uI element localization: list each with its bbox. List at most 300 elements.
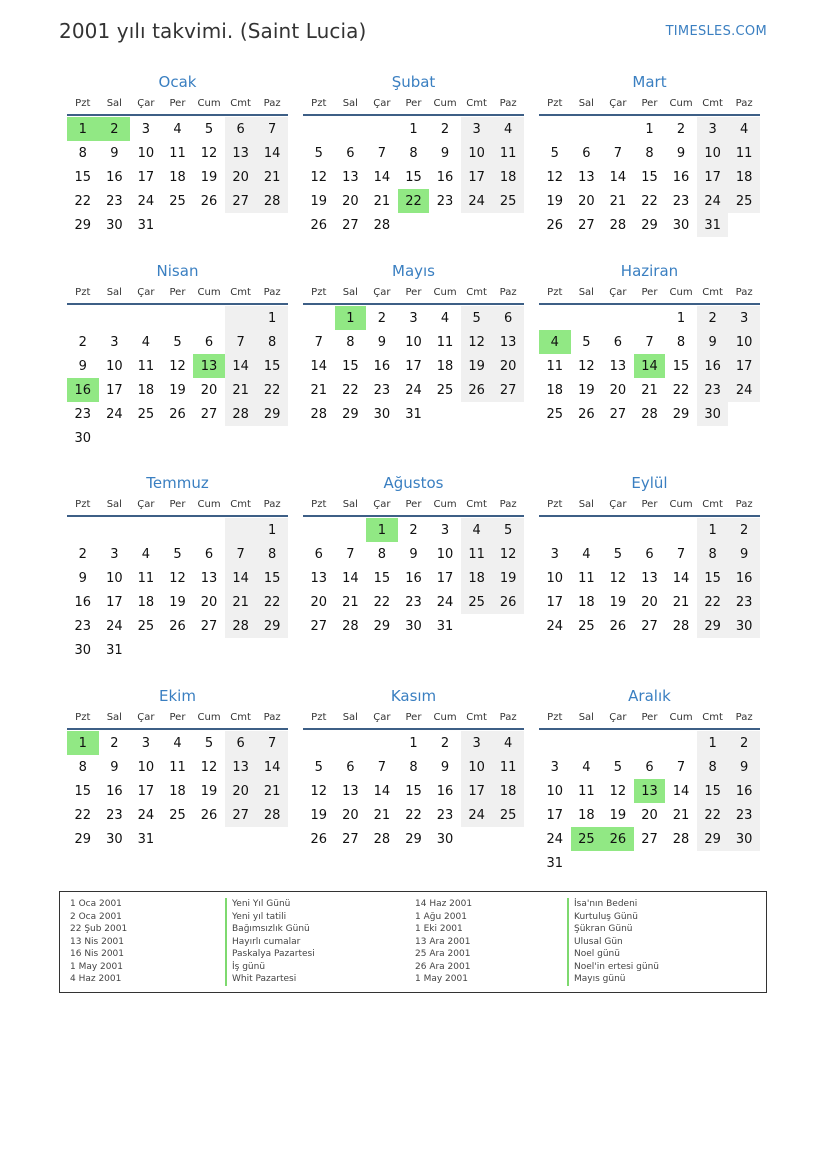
day-grid: [539, 117, 760, 237]
day-cell: 25: [546, 406, 564, 422]
day-cell: 1: [256, 306, 288, 330]
day-cell: 15: [74, 169, 92, 185]
day-cell: 28: [225, 402, 257, 426]
weekday-label: Cmt: [702, 498, 723, 510]
empty-cell: [335, 518, 367, 542]
day-cell: 29: [256, 614, 288, 638]
weekday-label: Paz: [499, 498, 517, 510]
day-cell: 14: [342, 570, 359, 586]
legend-holiday-name: Bağımsızlık Günü: [225, 923, 315, 936]
day-cell: 20: [342, 807, 359, 823]
day-cell: 10: [461, 755, 493, 779]
day-cell: 1: [409, 735, 418, 751]
legend-names-column-2: [567, 898, 659, 986]
weekday-label: Cmt: [466, 286, 487, 298]
month-calendar: [67, 473, 288, 662]
day-cell: 29: [697, 827, 729, 851]
holiday-day-cell: 13: [634, 779, 666, 803]
weekday-label: Cum: [433, 498, 457, 510]
month-calendar: [539, 686, 760, 875]
month-name: Ocak: [158, 73, 197, 91]
weekday-label: Sal: [106, 711, 122, 723]
day-cell: 5: [173, 334, 182, 350]
day-cell: 13: [225, 141, 257, 165]
weekday-label: Paz: [499, 97, 517, 109]
holiday-day-cell: 26: [602, 827, 634, 851]
day-cell: 5: [613, 546, 623, 562]
month-calendar: [303, 72, 524, 237]
day-cell: 5: [582, 334, 591, 350]
weekday-label: Pzt: [311, 286, 327, 298]
day-cell: 24: [546, 831, 564, 847]
day-cell: 22: [641, 193, 658, 209]
weekday-label: Pzt: [75, 498, 91, 510]
empty-cell: [665, 518, 697, 542]
day-cell: 8: [409, 145, 418, 161]
day-cell: 26: [310, 217, 328, 233]
day-cell: 15: [74, 783, 92, 799]
day-cell: 17: [461, 165, 493, 189]
weekday-label: Pzt: [75, 711, 91, 723]
day-cell: 15: [373, 570, 391, 586]
day-cell: 15: [672, 358, 690, 374]
month-calendar: [67, 72, 288, 237]
weekday-label: Paz: [263, 286, 281, 298]
weekday-label: Çar: [609, 711, 627, 723]
day-cell: 24: [405, 382, 422, 398]
weekday-label: Per: [641, 286, 658, 298]
day-cell: 29: [641, 217, 658, 233]
day-cell: 21: [225, 590, 257, 614]
weekday-label: Cmt: [702, 97, 723, 109]
day-cell: 11: [169, 759, 186, 775]
empty-cell: [162, 638, 194, 662]
weekday-label: Çar: [609, 286, 627, 298]
day-cell: 13: [342, 169, 359, 185]
day-grid: [539, 518, 760, 638]
legend-date: 1 May 2001: [70, 961, 123, 972]
day-cell: 29: [74, 831, 92, 847]
weekday-label: Çar: [373, 711, 391, 723]
weekday-label: Per: [169, 711, 186, 723]
day-cell: 8: [346, 334, 355, 350]
month-name: Haziran: [620, 262, 679, 280]
day-cell: 27: [225, 803, 257, 827]
day-cell: 29: [342, 406, 359, 422]
empty-cell: [461, 213, 493, 237]
day-cell: 10: [106, 358, 123, 374]
day-cell: 27: [342, 831, 359, 847]
day-cell: 17: [697, 165, 729, 189]
day-cell: 23: [436, 807, 454, 823]
day-cell: 8: [256, 542, 288, 566]
day-cell: 19: [200, 169, 218, 185]
day-cell: 12: [492, 542, 524, 566]
day-cell: 20: [641, 807, 658, 823]
empty-cell: [366, 731, 398, 755]
legend-dates-column-1: [70, 898, 127, 986]
weekday-label: Çar: [137, 97, 155, 109]
day-cell: 7: [377, 145, 387, 161]
weekday-label: Per: [169, 97, 186, 109]
day-cell: 18: [728, 165, 760, 189]
day-cell: 22: [74, 807, 92, 823]
day-cell: 4: [492, 731, 524, 755]
weekday-label: Cmt: [230, 498, 251, 510]
day-cell: 31: [137, 217, 155, 233]
day-cell: 18: [492, 165, 524, 189]
day-cell: 13: [342, 783, 359, 799]
day-cell: 31: [546, 855, 564, 871]
day-cell: 4: [728, 117, 760, 141]
day-cell: 17: [436, 570, 454, 586]
weekday-label: Per: [169, 286, 186, 298]
empty-cell: [303, 731, 335, 755]
day-cell: 3: [550, 546, 559, 562]
day-cell: 4: [582, 546, 591, 562]
day-grid: [67, 306, 288, 450]
day-cell: 6: [204, 546, 214, 562]
day-cell: 17: [546, 807, 564, 823]
empty-cell: [303, 117, 335, 141]
day-cell: 20: [310, 594, 328, 610]
weekday-label: Sal: [578, 97, 594, 109]
weekday-label: Cum: [433, 286, 457, 298]
day-cell: 10: [137, 759, 155, 775]
empty-cell: [225, 638, 257, 662]
month-name: Temmuz: [146, 474, 209, 492]
day-cell: 31: [106, 642, 123, 658]
day-cell: 9: [728, 755, 760, 779]
day-cell: 24: [137, 807, 155, 823]
day-cell: 28: [672, 618, 690, 634]
day-cell: 19: [578, 382, 595, 398]
empty-cell: [634, 306, 666, 330]
day-cell: 9: [78, 358, 87, 374]
day-cell: 6: [346, 759, 355, 775]
empty-cell: [539, 518, 571, 542]
empty-cell: [429, 402, 461, 426]
empty-cell: [335, 117, 367, 141]
weekday-label: Cum: [197, 711, 221, 723]
day-cell: 14: [373, 169, 391, 185]
day-cell: 4: [440, 310, 450, 326]
month-calendar: [539, 473, 760, 638]
weekday-label: Sal: [106, 97, 122, 109]
day-cell: 12: [310, 169, 328, 185]
weekday-label: Cum: [669, 498, 693, 510]
day-grid: [67, 518, 288, 662]
day-cell: 9: [697, 330, 729, 354]
day-cell: 30: [373, 406, 391, 422]
day-cell: 14: [672, 570, 690, 586]
legend-date: 14 Haz 2001: [415, 899, 473, 909]
day-cell: 21: [672, 807, 690, 823]
day-cell: 18: [137, 594, 155, 610]
day-cell: 22: [256, 378, 288, 402]
day-cell: 16: [106, 783, 123, 799]
day-cell: 13: [200, 570, 218, 586]
weekday-label: Per: [641, 498, 658, 510]
day-cell: 9: [110, 759, 119, 775]
legend-holiday-name: Hayırlı cumalar: [225, 936, 315, 949]
day-cell: 16: [672, 169, 690, 185]
weekday-header: [67, 92, 288, 116]
legend-date: 25 Ara 2001: [415, 949, 471, 959]
day-cell: 17: [137, 169, 155, 185]
empty-cell: [602, 518, 634, 542]
empty-cell: [162, 306, 194, 330]
day-cell: 7: [256, 117, 288, 141]
weekday-label: Cmt: [466, 97, 487, 109]
holiday-day-cell: 1: [335, 306, 367, 330]
day-cell: 19: [609, 594, 627, 610]
weekday-label: Çar: [137, 286, 155, 298]
day-cell: 3: [461, 117, 493, 141]
weekday-label: Pzt: [311, 711, 327, 723]
day-cell: 24: [461, 189, 493, 213]
legend-names-column-1: [225, 898, 315, 986]
day-cell: 6: [346, 145, 355, 161]
day-cell: 16: [373, 358, 391, 374]
day-cell: 24: [461, 803, 493, 827]
weekday-label: Cum: [197, 498, 221, 510]
day-cell: 1: [645, 121, 654, 137]
day-cell: 15: [256, 354, 288, 378]
day-cell: 30: [74, 642, 92, 658]
day-cell: 13: [492, 330, 524, 354]
day-cell: 20: [225, 779, 257, 803]
empty-cell: [602, 731, 634, 755]
day-cell: 12: [200, 145, 218, 161]
day-cell: 21: [609, 193, 627, 209]
weekday-label: Çar: [609, 97, 627, 109]
day-cell: 26: [169, 406, 186, 422]
day-cell: 23: [436, 193, 454, 209]
day-cell: 29: [74, 217, 92, 233]
day-cell: 26: [169, 618, 186, 634]
empty-cell: [634, 851, 666, 875]
day-cell: 21: [672, 594, 690, 610]
day-cell: 23: [697, 378, 729, 402]
day-cell: 9: [377, 334, 387, 350]
empty-cell: [193, 306, 225, 330]
day-cell: 16: [436, 169, 454, 185]
day-cell: 12: [578, 358, 595, 374]
weekday-label: Sal: [342, 97, 358, 109]
empty-cell: [225, 426, 257, 450]
empty-cell: [130, 518, 162, 542]
day-cell: 28: [373, 217, 391, 233]
empty-cell: [665, 851, 697, 875]
weekday-label: Pzt: [311, 97, 327, 109]
day-cell: 11: [578, 570, 595, 586]
day-cell: 20: [342, 193, 359, 209]
day-cell: 17: [728, 354, 760, 378]
legend-date: 1 Eki 2001: [415, 924, 463, 934]
day-cell: 11: [137, 358, 155, 374]
day-cell: 23: [74, 406, 92, 422]
empty-cell: [602, 117, 634, 141]
legend-holiday-name: Noel'in ertesi günü: [567, 961, 659, 974]
weekday-label: Sal: [578, 498, 594, 510]
day-cell: 18: [169, 169, 186, 185]
day-cell: 19: [609, 807, 627, 823]
legend-date: 26 Ara 2001: [415, 961, 471, 972]
weekday-label: Sal: [342, 286, 358, 298]
day-cell: 4: [492, 117, 524, 141]
day-cell: 6: [314, 546, 323, 562]
day-cell: 11: [436, 334, 454, 350]
weekday-label: Sal: [342, 498, 358, 510]
day-cell: 8: [645, 145, 654, 161]
empty-cell: [492, 827, 524, 851]
day-cell: 12: [461, 330, 493, 354]
day-cell: 29: [672, 406, 690, 422]
empty-cell: [634, 518, 666, 542]
day-cell: 12: [200, 759, 218, 775]
weekday-label: Cmt: [466, 498, 487, 510]
day-cell: 20: [225, 165, 257, 189]
weekday-header: [303, 493, 524, 517]
day-cell: 22: [672, 382, 690, 398]
day-cell: 28: [641, 406, 658, 422]
day-cell: 20: [200, 382, 218, 398]
day-cell: 25: [492, 189, 524, 213]
day-cell: 20: [641, 594, 658, 610]
day-cell: 29: [697, 614, 729, 638]
day-cell: 27: [310, 618, 328, 634]
legend-date: 1 Ağu 2001: [415, 911, 467, 922]
day-cell: 3: [110, 546, 119, 562]
day-cell: 6: [225, 117, 257, 141]
day-cell: 27: [609, 406, 627, 422]
day-cell: 23: [106, 193, 123, 209]
empty-cell: [67, 306, 99, 330]
day-cell: 15: [697, 779, 729, 803]
day-cell: 27: [492, 378, 524, 402]
empty-cell: [162, 426, 194, 450]
day-cell: 7: [314, 334, 323, 350]
weekday-label: Çar: [137, 498, 155, 510]
day-cell: 16: [697, 354, 729, 378]
day-cell: 1: [409, 121, 418, 137]
day-cell: 19: [492, 566, 524, 590]
day-cell: 9: [110, 145, 119, 161]
day-cell: 27: [578, 217, 595, 233]
day-cell: 30: [74, 430, 92, 446]
legend-holiday-name: Şükran Günü: [567, 923, 659, 936]
day-cell: 30: [697, 402, 729, 426]
day-cell: 8: [697, 542, 729, 566]
day-cell: 1: [676, 310, 686, 326]
day-cell: 11: [137, 570, 155, 586]
empty-cell: [193, 213, 225, 237]
weekday-header: [539, 281, 760, 305]
empty-cell: [225, 306, 257, 330]
day-cell: 17: [461, 779, 493, 803]
day-cell: 25: [578, 618, 595, 634]
weekday-label: Paz: [735, 711, 753, 723]
day-cell: 17: [546, 594, 564, 610]
empty-cell: [335, 731, 367, 755]
day-cell: 18: [578, 594, 595, 610]
holiday-day-cell: 2: [99, 117, 131, 141]
day-cell: 12: [546, 169, 564, 185]
day-cell: 20: [609, 382, 627, 398]
day-cell: 1: [697, 731, 729, 755]
legend-holiday-name: Kurtuluş Günü: [567, 911, 659, 924]
day-cell: 6: [225, 731, 257, 755]
day-cell: 27: [342, 217, 359, 233]
empty-cell: [193, 827, 225, 851]
day-cell: 9: [78, 570, 87, 586]
holiday-day-cell: 25: [571, 827, 603, 851]
empty-cell: [130, 426, 162, 450]
day-cell: 8: [676, 334, 686, 350]
empty-cell: [99, 426, 131, 450]
brand-link[interactable]: TIMESLES.COM: [665, 24, 767, 39]
day-cell: 2: [409, 522, 418, 538]
weekday-label: Pzt: [547, 97, 563, 109]
day-cell: 30: [672, 217, 690, 233]
day-cell: 14: [672, 783, 690, 799]
day-cell: 7: [676, 759, 686, 775]
weekday-label: Cmt: [466, 711, 487, 723]
weekday-label: Cum: [433, 711, 457, 723]
day-cell: 27: [641, 831, 658, 847]
day-cell: 10: [436, 546, 454, 562]
day-cell: 12: [609, 783, 627, 799]
weekday-label: Cmt: [230, 97, 251, 109]
day-cell: 21: [310, 382, 328, 398]
month-calendar: [303, 261, 524, 426]
day-cell: 16: [106, 169, 123, 185]
weekday-label: Cum: [433, 97, 457, 109]
weekday-label: Per: [641, 711, 658, 723]
weekday-label: Cmt: [230, 711, 251, 723]
day-cell: 11: [492, 755, 524, 779]
day-cell: 23: [405, 594, 422, 610]
day-cell: 2: [78, 334, 87, 350]
day-cell: 18: [492, 779, 524, 803]
day-cell: 21: [256, 779, 288, 803]
weekday-label: Sal: [106, 286, 122, 298]
day-cell: 27: [225, 189, 257, 213]
weekday-label: Per: [405, 711, 422, 723]
weekday-header: [303, 281, 524, 305]
day-cell: 24: [728, 378, 760, 402]
day-cell: 13: [609, 358, 627, 374]
month-name: Mart: [632, 73, 667, 91]
weekday-label: Cum: [197, 286, 221, 298]
legend-holiday-name: Whit Pazartesi: [225, 973, 315, 986]
weekday-label: Per: [405, 97, 422, 109]
empty-cell: [162, 213, 194, 237]
month-name: Ağustos: [383, 474, 444, 492]
empty-cell: [492, 213, 524, 237]
day-cell: 10: [546, 783, 564, 799]
day-cell: 31: [436, 618, 454, 634]
day-cell: 29: [373, 618, 391, 634]
day-cell: 14: [609, 169, 627, 185]
weekday-header: [539, 92, 760, 116]
day-cell: 15: [405, 169, 422, 185]
empty-cell: [256, 213, 288, 237]
day-cell: 6: [492, 306, 524, 330]
day-cell: 28: [310, 406, 328, 422]
day-cell: 30: [436, 831, 454, 847]
